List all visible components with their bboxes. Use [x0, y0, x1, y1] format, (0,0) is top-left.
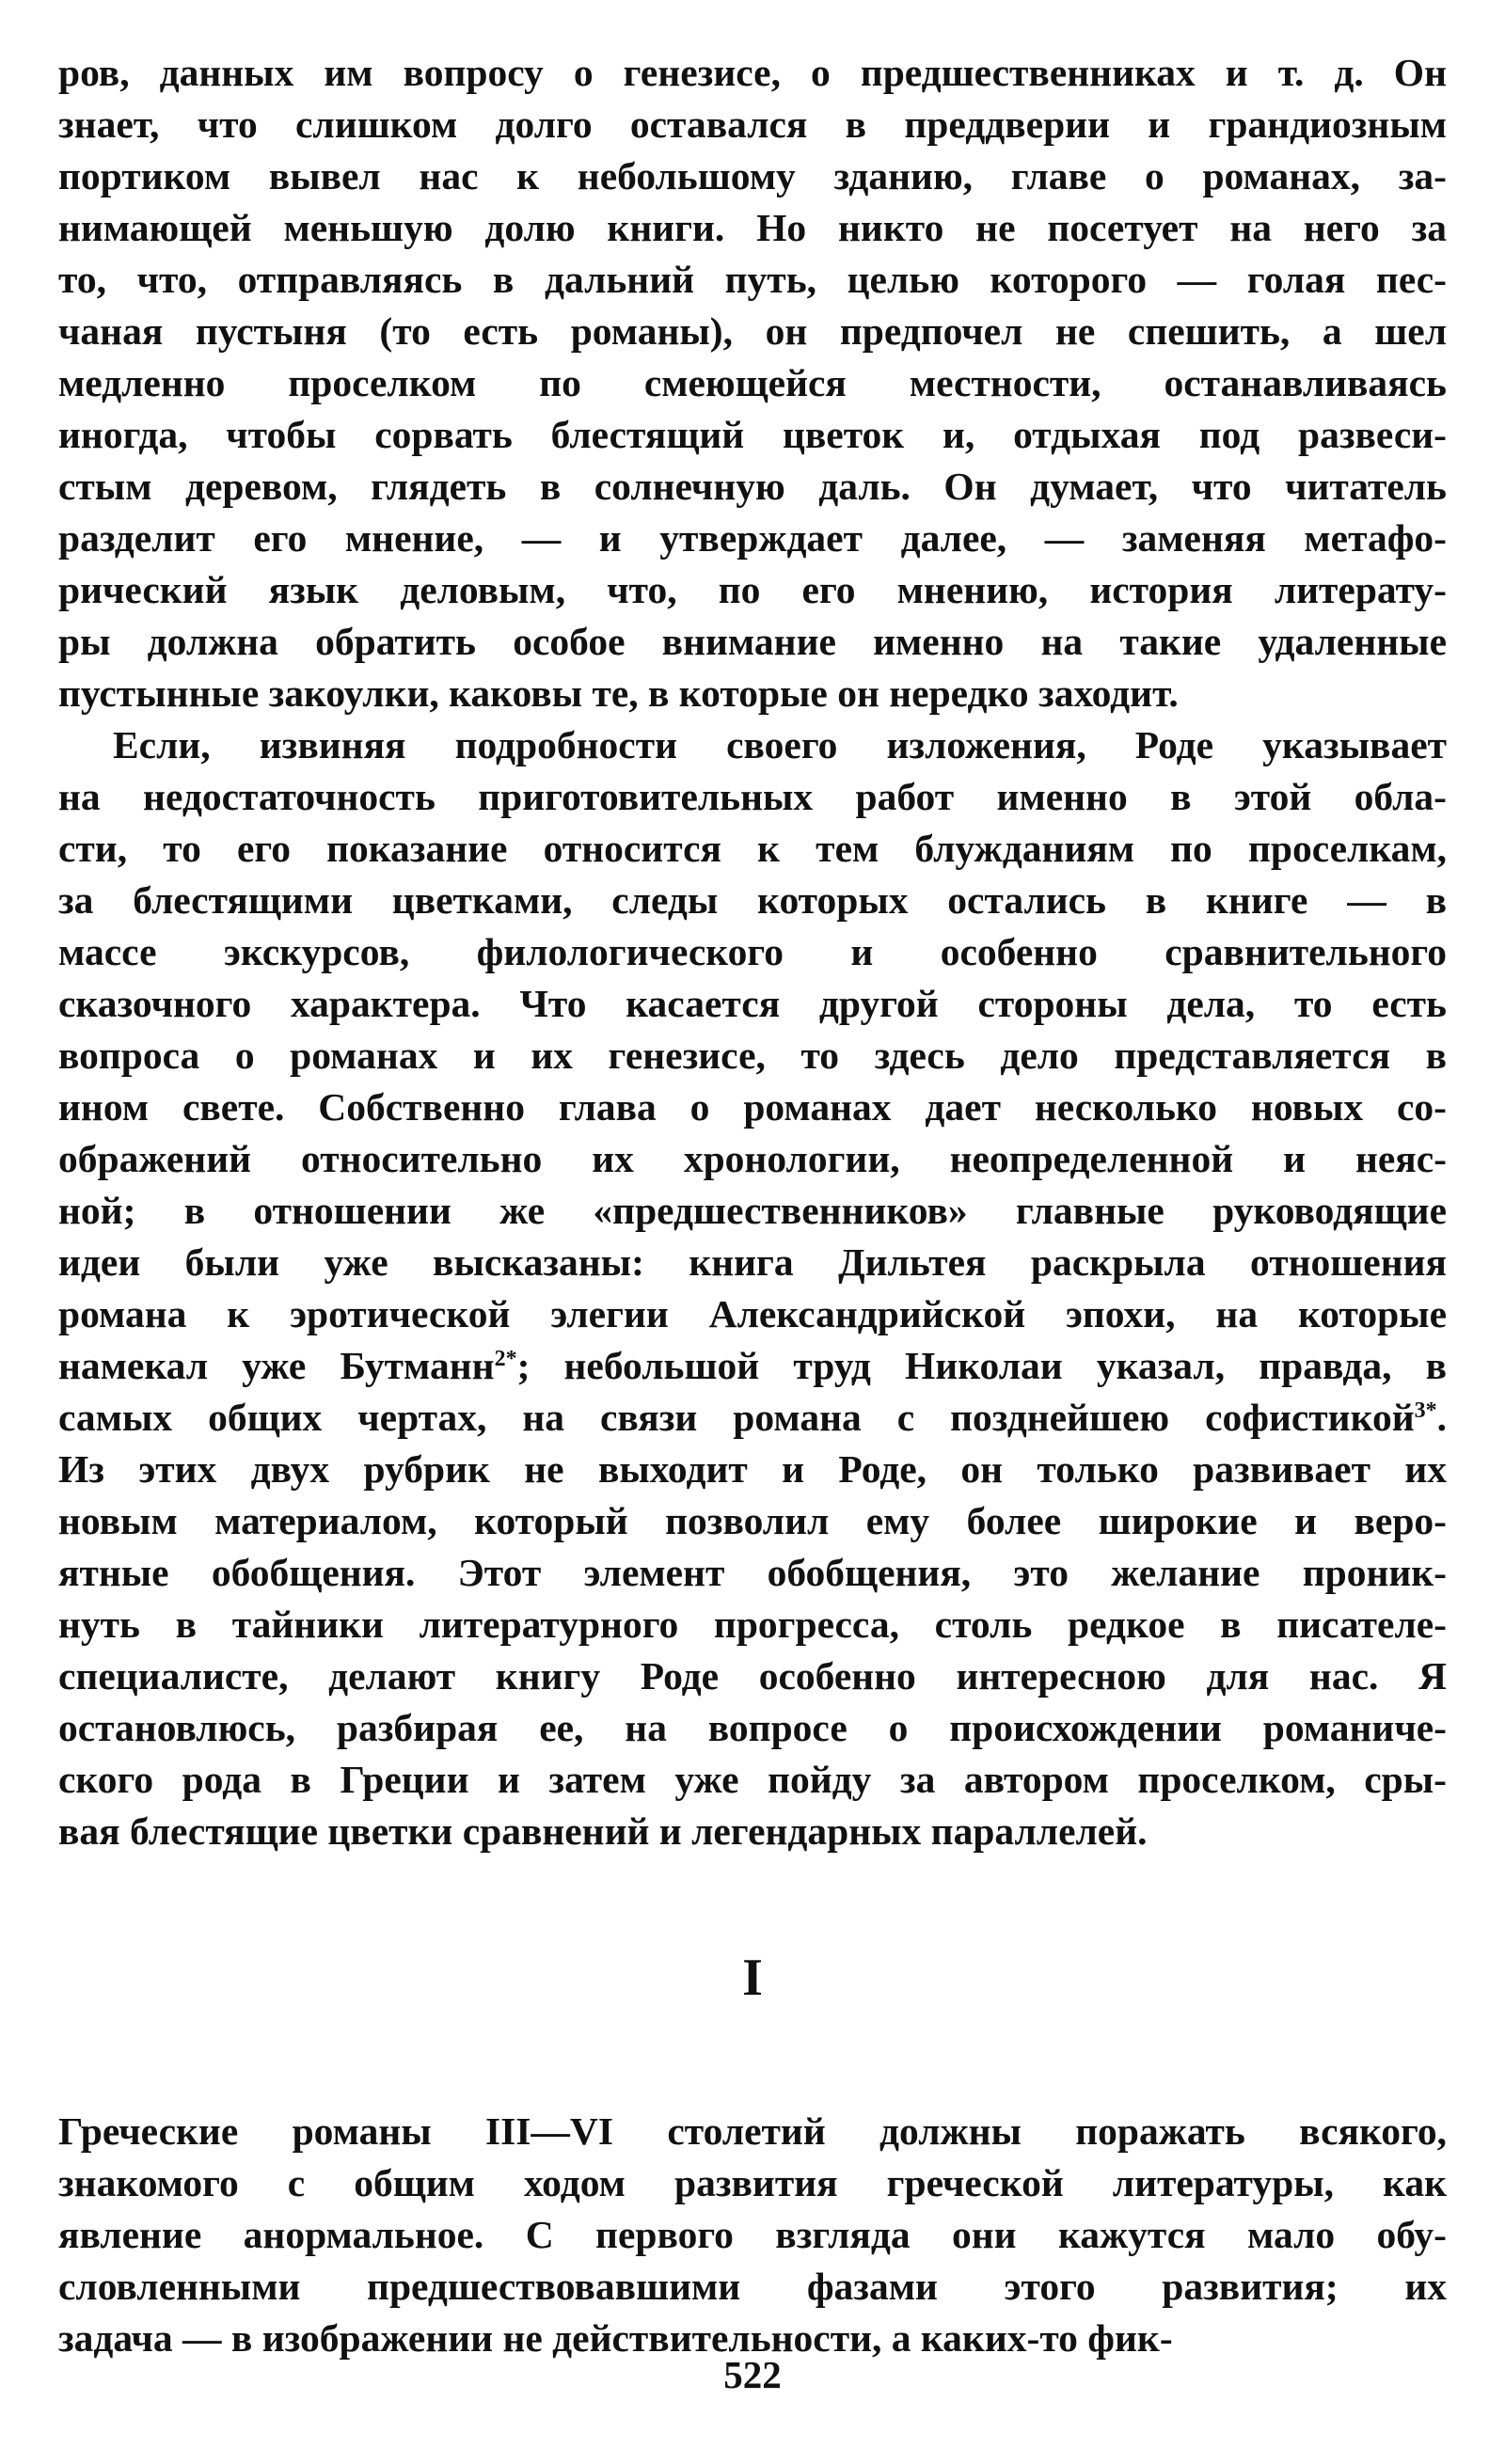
paragraph-1-line: романа к эротической элегии Александрийской эпохи, на которые	[58, 1292, 1447, 1335]
paragraph-0-line: рический язык деловым, что, по его мнению, история литерату-	[58, 568, 1447, 611]
paragraph-0-line: нимающей меньшую долю книги. Но никто не посетует на него за	[58, 206, 1447, 249]
paragraph-1-line: ятные обобщения. Этот элемент обобщения, это желание проник-	[58, 1551, 1447, 1594]
paragraph-1-line: ского рода в Греции и затем уже пойду за автором проселком, сры-	[58, 1758, 1447, 1801]
paragraph-1-line: Из этих двух рубрик не выходит и Роде, он только развивает их	[58, 1447, 1447, 1491]
footnote-marker: 2*	[494, 1347, 517, 1371]
paragraph-2	[58, 719, 1447, 1857]
section-paragraph-line: задача — в изображении не действительности, а каких-то фик-	[58, 2316, 1173, 2360]
paragraph-1	[58, 47, 1447, 719]
section-heading: I	[742, 1949, 763, 2007]
section-paragraph-line: словленными предшествовавшими фазами этого развития; их	[58, 2265, 1447, 2308]
paragraph-1-line: новым материалом, который позволил ему более широкие и веро-	[58, 1499, 1447, 1542]
paragraph-0-line: иногда, чтобы сорвать блестящий цветок и, отдыхая под развеси-	[58, 413, 1447, 456]
page-number: 522	[723, 2353, 782, 2396]
section-paragraph	[58, 2106, 1447, 2364]
paragraph-0-line: чаная пустыня (то есть романы), он предпочел не спешить, а шел	[58, 309, 1447, 353]
section-paragraph-line: Греческие романы III—VI столетий должны поражать всякого,	[58, 2109, 1447, 2153]
paragraph-0-line: то, что, отправляясь в дальний путь, целью которого — голая пес-	[58, 258, 1447, 301]
paragraph-0-line: стым деревом, глядеть в солнечную даль. Он думает, что читатель	[58, 465, 1447, 508]
section-paragraph-line: явление анормальное. С первого взгляда они кажутся мало обу-	[58, 2213, 1447, 2256]
paragraph-0-line: знает, что слишком долго оставался в преддверии и грандиозным	[58, 103, 1447, 146]
paragraph-1-line: массе экскурсов, филологического и особенно сравнительного	[58, 930, 1447, 973]
paragraph-1-line: нуть в тайники литературного прогресса, столь редкое в писателе-	[58, 1603, 1447, 1646]
paragraph-1-line: вая блестящие цветки сравнений и легендарных параллелей.	[58, 1809, 1148, 1853]
paragraph-1-line: ображений относительно их хронологии, неопределенной и неяс-	[58, 1137, 1447, 1180]
footnote-marker: 3*	[1414, 1398, 1437, 1423]
paragraph-1-line: Если, извиняя подробности своего изложения, Роде указывает	[113, 723, 1447, 766]
paragraph-0-line: медленно проселком по смеющейся местности, останавливаясь	[58, 361, 1447, 404]
paragraph-1-line: ной; в отношении же «предшественников» главные руководящие	[58, 1189, 1447, 1232]
paragraph-1-line: сказочного характера. Что касается другой стороны дела, то есть	[58, 982, 1447, 1025]
paragraph-1-line: идеи были уже высказаны: книга Дильтея раскрыла отношения	[58, 1240, 1447, 1284]
paragraph-0-line: ры должна обратить особое внимание именно на такие удаленные	[58, 620, 1447, 663]
page-body	[58, 47, 1447, 2364]
paragraph-0-line: пустынные закоулки, каковы те, в которые он нередко заходит.	[58, 671, 1179, 715]
paragraph-1-line: ином свете. Собственно глава о романах дает несколько новых со-	[58, 1085, 1447, 1129]
paragraph-1-line: намекал уже Бутманн$^{2*}$; небольшой труд Николаи указал, правда, в	[58, 1344, 1447, 1387]
section-paragraph-line: знакомого с общим ходом развития греческой литературы, как	[58, 2161, 1447, 2204]
paragraph-0-line: портиком вывел нас к небольшому зданию, главе о романах, за-	[58, 154, 1447, 197]
paragraph-0-line: ров, данных им вопросу о генезисе, о предшественниках и т. д. Он	[58, 51, 1447, 94]
paragraph-1-line: на недостаточность приготовительных работ именно в этой обла-	[58, 775, 1447, 818]
paragraph-1-line: специалисте, делают книгу Роде особенно интересною для нас. Я	[58, 1654, 1447, 1698]
paragraph-1-line: сти, то его показание относится к тем блужданиям по проселкам,	[58, 827, 1447, 870]
paragraph-1-line: самых общих чертах, на связи романа с позднейшею софистикой$^{3*}$.	[58, 1396, 1447, 1439]
paragraph-1-line: остановлюсь, разбирая ее, на вопросе о происхождении романиче-	[58, 1706, 1447, 1749]
paragraph-0-line: разделит его мнение, — и утверждает далее, — заменяя метафо-	[58, 516, 1447, 560]
paragraph-1-line: вопроса о романах и их генезисе, то здесь дело представляется в	[58, 1034, 1447, 1077]
paragraph-1-line: за блестящими цветками, следы которых остались в книге — в	[58, 878, 1447, 922]
